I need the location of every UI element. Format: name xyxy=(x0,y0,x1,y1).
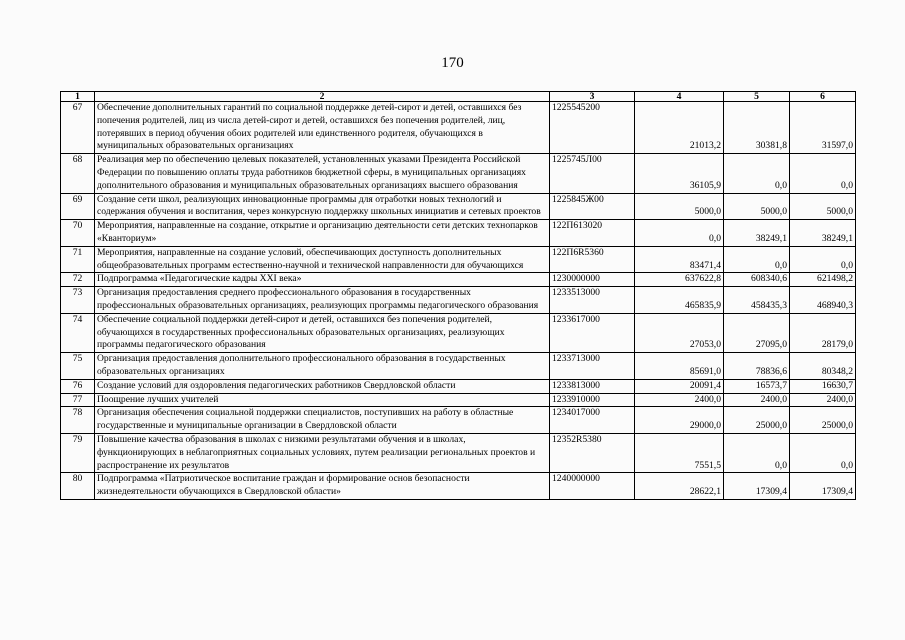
row-code: 1233713000 xyxy=(550,353,635,380)
row-code: 1233513000 xyxy=(550,287,635,314)
row-number: 76 xyxy=(61,379,95,393)
row-name: Организация предоставления дополнительного профессионального образования в государственных образовательных организациях xyxy=(95,353,550,380)
row-value-col4: 0,0 xyxy=(635,220,724,247)
row-number: 70 xyxy=(61,220,95,247)
row-value-col5: 38249,1 xyxy=(724,220,790,247)
row-value-col5: 608340,6 xyxy=(724,273,790,287)
row-number: 67 xyxy=(61,102,95,154)
row-code: 122П613020 xyxy=(550,220,635,247)
table-row xyxy=(61,287,856,314)
row-value-col4: 5000,0 xyxy=(635,193,724,220)
row-value-col5: 458435,3 xyxy=(724,287,790,314)
row-value-col5: 0,0 xyxy=(724,433,790,472)
row-value-col5: 2400,0 xyxy=(724,393,790,407)
row-value-col5: 78836,6 xyxy=(724,353,790,380)
table-row xyxy=(61,407,856,434)
column-header: 2 xyxy=(95,92,550,102)
row-value-col4: 7551,5 xyxy=(635,433,724,472)
column-header: 5 xyxy=(724,92,790,102)
table-row xyxy=(61,433,856,472)
row-value-col5: 16573,7 xyxy=(724,379,790,393)
row-code: 1225745Л00 xyxy=(550,154,635,193)
row-value-col6: 28179,0 xyxy=(790,313,856,352)
row-value-col6: 0,0 xyxy=(790,246,856,273)
row-number: 68 xyxy=(61,154,95,193)
row-value-col4: 20091,4 xyxy=(635,379,724,393)
row-value-col6: 17309,4 xyxy=(790,473,856,500)
table-row xyxy=(61,473,856,500)
row-number: 80 xyxy=(61,473,95,500)
table-row xyxy=(61,220,856,247)
row-value-col4: 83471,4 xyxy=(635,246,724,273)
row-number: 78 xyxy=(61,407,95,434)
row-code: 1240000000 xyxy=(550,473,635,500)
row-name: Создание сети школ, реализующих инновационные программы для отработки новых технологий и содержания обучения и воспитания, через конкурсную поддержку школьных инициатив и сетевых проектов xyxy=(95,193,550,220)
row-number: 74 xyxy=(61,313,95,352)
row-number: 75 xyxy=(61,353,95,380)
row-value-col4: 465835,9 xyxy=(635,287,724,314)
row-value-col4: 637622,8 xyxy=(635,273,724,287)
row-code: 1233813000 xyxy=(550,379,635,393)
row-number: 73 xyxy=(61,287,95,314)
row-value-col4: 29000,0 xyxy=(635,407,724,434)
row-value-col6: 25000,0 xyxy=(790,407,856,434)
table-row xyxy=(61,154,856,193)
row-name: Подпрограмма «Педагогические кадры XXI века» xyxy=(95,273,550,287)
row-name: Реализация мер по обеспечению целевых показателей, установленных указами Президента Российской Федерации по повышению оплаты труда работников бюджетной сферы, в муниципальных организациях дополнительного образования и муниципальных образовательных организациях высшего образования xyxy=(95,154,550,193)
row-name: Обеспечение социальной поддержки детей-сирот и детей, оставшихся без попечения родителей, обучающихся в государственных профессиональных образовательных организациях, реализующих программы педагогического образования xyxy=(95,313,550,352)
row-value-col6: 16630,7 xyxy=(790,379,856,393)
column-header: 1 xyxy=(61,92,95,102)
row-value-col4: 27053,0 xyxy=(635,313,724,352)
table-row xyxy=(61,273,856,287)
row-code: 12352R5380 xyxy=(550,433,635,472)
row-value-col6: 621498,2 xyxy=(790,273,856,287)
row-value-col6: 0,0 xyxy=(790,433,856,472)
table-row xyxy=(61,393,856,407)
row-name: Мероприятия, направленные на создание условий, обеспечивающих доступность дополнительных общеобразовательных программ естественно-научной и технической направленности для обучающихся xyxy=(95,246,550,273)
row-number: 79 xyxy=(61,433,95,472)
column-header: 3 xyxy=(550,92,635,102)
row-number: 77 xyxy=(61,393,95,407)
row-name: Поощрение лучших учителей xyxy=(95,393,550,407)
table-row xyxy=(61,379,856,393)
row-name: Мероприятия, направленные на создание, открытие и организацию деятельности сети детских технопарков «Кванториум» xyxy=(95,220,550,247)
row-name: Организация предоставления среднего профессионального образования в государственных профессиональных образовательных организациях, реализующих программы педагогического образования xyxy=(95,287,550,314)
row-value-col6: 0,0 xyxy=(790,154,856,193)
table-body xyxy=(61,102,856,500)
row-value-col4: 36105,9 xyxy=(635,154,724,193)
row-value-col6: 468940,3 xyxy=(790,287,856,314)
table-row xyxy=(61,353,856,380)
row-code: 1233910000 xyxy=(550,393,635,407)
table-row xyxy=(61,246,856,273)
row-code: 1225545200 xyxy=(550,102,635,154)
row-value-col5: 0,0 xyxy=(724,246,790,273)
table-row xyxy=(61,313,856,352)
row-code: 1233617000 xyxy=(550,313,635,352)
row-code: 1234017000 xyxy=(550,407,635,434)
row-name: Подпрограмма «Патриотическое воспитание граждан и формирование основ безопасности жизнедеятельности обучающихся в Свердловской области» xyxy=(95,473,550,500)
row-value-col5: 5000,0 xyxy=(724,193,790,220)
row-value-col5: 27095,0 xyxy=(724,313,790,352)
row-name: Обеспечение дополнительных гарантий по социальной поддержке детей-сирот и детей, оставшихся без попечения родителей, лиц из числа детей-сирот и детей, оставшихся без попечения родителей, лиц, потерявших в период обучения обоих родителей или единственного родителя, обучающихся в муниципальных образовательных организациях xyxy=(95,102,550,154)
row-value-col5: 25000,0 xyxy=(724,407,790,434)
row-code: 1230000000 xyxy=(550,273,635,287)
column-header: 6 xyxy=(790,92,856,102)
page-number: 170 xyxy=(441,55,464,71)
table-row xyxy=(61,102,856,154)
row-value-col4: 28622,1 xyxy=(635,473,724,500)
budget-table xyxy=(60,91,856,500)
row-number: 71 xyxy=(61,246,95,273)
row-value-col4: 2400,0 xyxy=(635,393,724,407)
table-row xyxy=(61,193,856,220)
row-code: 122П6R5360 xyxy=(550,246,635,273)
row-number: 72 xyxy=(61,273,95,287)
row-value-col4: 21013,2 xyxy=(635,102,724,154)
row-value-col6: 31597,0 xyxy=(790,102,856,154)
row-number: 69 xyxy=(61,193,95,220)
row-value-col6: 5000,0 xyxy=(790,193,856,220)
row-value-col5: 17309,4 xyxy=(724,473,790,500)
row-value-col5: 30381,8 xyxy=(724,102,790,154)
header-row xyxy=(61,92,856,102)
column-header: 4 xyxy=(635,92,724,102)
row-name: Повышение качества образования в школах с низкими результатами обучения и в школах, функционирующих в неблагоприятных социальных условиях, путем реализации региональных проектов и распространение их результатов xyxy=(95,433,550,472)
row-name: Создание условий для оздоровления педагогических работников Свердловской области xyxy=(95,379,550,393)
row-code: 1225845Ж00 xyxy=(550,193,635,220)
table-header xyxy=(61,92,856,102)
row-value-col6: 80348,2 xyxy=(790,353,856,380)
row-name: Организация обеспечения социальной поддержки специалистов, поступивших на работу в областные государственные и муниципальные организации в Свердловской области xyxy=(95,407,550,434)
row-value-col6: 38249,1 xyxy=(790,220,856,247)
row-value-col6: 2400,0 xyxy=(790,393,856,407)
row-value-col5: 0,0 xyxy=(724,154,790,193)
row-value-col4: 85691,0 xyxy=(635,353,724,380)
